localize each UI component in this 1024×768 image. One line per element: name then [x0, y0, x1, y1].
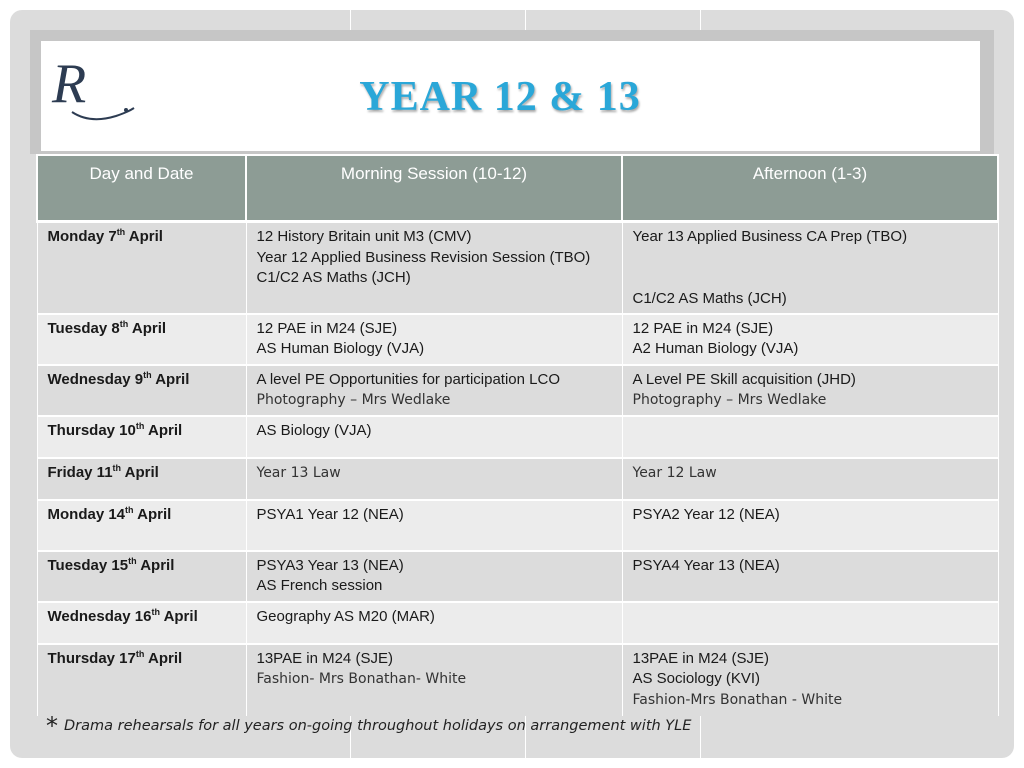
table-row [37, 416, 998, 458]
day-cell: Thursday 17th April [37, 644, 246, 716]
table-row [37, 500, 998, 551]
header-day-and-date: Day and Date [37, 155, 246, 222]
schedule-table [36, 154, 999, 716]
afternoon-cell: 12 PAE in M24 (SJE) A2 Human Biology (VJA) [622, 314, 998, 365]
school-logo [50, 52, 140, 124]
header-morning-session: Morning Session (10-12) [246, 155, 622, 222]
table-row [37, 458, 998, 500]
morning-cell: Year 13 Law [246, 458, 622, 500]
table-row [37, 222, 998, 314]
afternoon-cell: 13PAE in M24 (SJE) AS Sociology (KVI) Fashion-Mrs Bonathan - White [622, 644, 998, 716]
footnote-text: Drama rehearsals for all years on-going throughout holidays on arrangement with YLE [64, 718, 692, 734]
table-row [37, 314, 998, 365]
day-cell: Tuesday 8th April [37, 314, 246, 365]
day-cell: Wednesday 9th April [37, 365, 246, 416]
afternoon-cell: PSYA2 Year 12 (NEA) [622, 500, 998, 551]
page-title: YEAR 12 & 13 [359, 74, 641, 120]
day-cell: Friday 11th April [37, 458, 246, 500]
afternoon-cell: PSYA4 Year 13 (NEA) [622, 551, 998, 602]
day-cell: Thursday 10th April [37, 416, 246, 458]
afternoon-cell [622, 602, 998, 644]
morning-cell: A level PE Opportunities for participation LCO Photography – Mrs Wedlake [246, 365, 622, 416]
logo-letter: R [52, 53, 87, 115]
footnote-asterisk: * [46, 712, 58, 740]
morning-cell: AS Biology (VJA) [246, 416, 622, 458]
morning-cell: 12 History Britain unit M3 (CMV) Year 12 Applied Business Revision Session (TBO) C1/C2 AS Maths (JCH) [246, 222, 622, 314]
afternoon-cell: A Level PE Skill acquisition (JHD) Photography – Mrs Wedlake [622, 365, 998, 416]
table-row [37, 365, 998, 416]
morning-cell: 13PAE in M24 (SJE) Fashion- Mrs Bonathan- White [246, 644, 622, 716]
day-cell: Monday 7th April [37, 222, 246, 314]
header-afternoon: Afternoon (1-3) [622, 155, 998, 222]
afternoon-cell [622, 416, 998, 458]
afternoon-cell: Year 13 Applied Business CA Prep (TBO) C1/C2 AS Maths (JCH) [622, 222, 998, 314]
footnote [46, 712, 946, 740]
day-cell: Tuesday 15th April [37, 551, 246, 602]
morning-cell: Geography AS M20 (MAR) [246, 602, 622, 644]
morning-cell: PSYA3 Year 13 (NEA) AS French session [246, 551, 622, 602]
afternoon-cell: Year 12 Law [622, 458, 998, 500]
morning-cell: 12 PAE in M24 (SJE) AS Human Biology (VJA) [246, 314, 622, 365]
day-cell: Wednesday 16th April [37, 602, 246, 644]
table-row [37, 602, 998, 644]
day-cell: Monday 14th April [37, 500, 246, 551]
table-row [37, 644, 998, 716]
table-row [37, 551, 998, 602]
header-row [37, 155, 998, 222]
morning-cell: PSYA1 Year 12 (NEA) [246, 500, 622, 551]
